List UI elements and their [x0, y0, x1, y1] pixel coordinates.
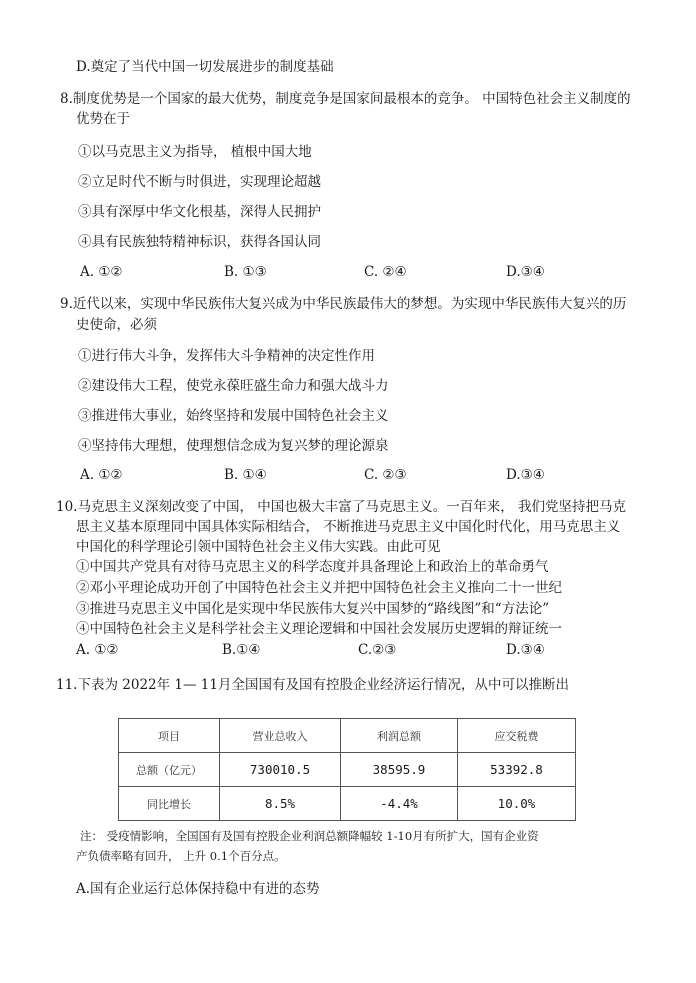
q10-option-d[interactable]: D.③④ [506, 642, 545, 658]
table-header-cell: 利润总额 [341, 719, 458, 753]
q10-stem-line1: 10.马克思主义深刻改变了中国， 中国也极大丰富了马克思主义。一百年来， 我们党坚持把马克 [56, 499, 627, 515]
q11-table-note [76, 826, 640, 866]
q10-item-4: ④中国特色社会主义是科学社会主义理论逻辑和中国社会发展历史逻辑的辩证统一 [76, 621, 562, 637]
q9-option-b[interactable]: B. ①④ [224, 467, 267, 483]
note-line1: 注： 受疫情影响，全国国有及国有控股企业利润总额降幅较 1-10月有所扩大，国有企业资 [80, 829, 539, 843]
q9-option-c[interactable]: C. ②③ [364, 467, 407, 483]
q11-data-table [118, 718, 576, 821]
note-line2: 产负债率略有回升， 上升 0.1个百分点。 [76, 849, 286, 863]
q8-item-2: ②立足时代不断与时俱进，实现理论超越 [78, 174, 321, 190]
q10-stem-line2: 思主义基本原理同中国具体实际相结合， 不断推进马克思主义中国化时代化，用马克思主义 [76, 519, 621, 535]
q9-stem-line2: 史使命，必须 [76, 317, 157, 333]
q10-item-1: ①中国共产党具有对待马克思主义的科学态度并具备理论上和政治上的革命勇气 [76, 559, 549, 575]
table-header-row [119, 719, 576, 753]
table-row [119, 787, 576, 821]
table-cell: 同比增长 [119, 787, 220, 821]
q9-item-2: ②建设伟大工程，使党永葆旺盛生命力和强大战斗力 [78, 378, 389, 394]
q10-item-2: ②邓小平理论成功开创了中国特色社会主义并把中国特色社会主义推向二十一世纪 [76, 580, 562, 596]
table-cell: 38595.9 [341, 753, 458, 787]
q10-stem-line3: 中国化的科学理论引领中国特色社会主义伟大实践。由此可见 [76, 539, 441, 555]
q9-item-3: ③推进伟大事业，始终坚持和发展中国特色社会主义 [78, 408, 389, 424]
q10-option-c[interactable]: C.②③ [358, 642, 397, 658]
table-cell: 10.0% [458, 787, 576, 821]
q10-option-a[interactable]: A. ①② [76, 642, 119, 658]
table-cell: 53392.8 [458, 753, 576, 787]
q9-item-1: ①进行伟大斗争，发挥伟大斗争精神的决定性作用 [78, 348, 375, 364]
table-cell: 8.5% [220, 787, 341, 821]
q10-option-b[interactable]: B.①④ [222, 642, 261, 658]
q9-option-d[interactable]: D.③④ [506, 467, 545, 483]
q8-option-d[interactable]: D.③④ [506, 264, 545, 280]
q7-option-d: D.奠定了当代中国一切发展进步的制度基础 [76, 59, 334, 75]
q9-item-4: ④坚持伟大理想，使理想信念成为复兴梦的理论源泉 [78, 438, 389, 454]
q8-option-c[interactable]: C. ②④ [364, 264, 407, 280]
table-cell: -4.4% [341, 787, 458, 821]
table-header-cell: 项目 [119, 719, 220, 753]
table-cell: 730010.5 [220, 753, 341, 787]
q9-stem-line1: 9.近代以来，实现中华民族伟大复兴成为中华民族最伟大的梦想。为实现中华民族伟大复兴的历 [60, 296, 627, 312]
table-header-cell: 应交税费 [458, 719, 576, 753]
table-row [119, 753, 576, 787]
q9-option-a[interactable]: A. ①② [80, 467, 123, 483]
q8-stem-line1: 8.制度优势是一个国家的最大优势，制度竞争是国家间最根本的竞争。 中国特色社会主义制度的 [60, 91, 631, 107]
q8-item-1: ①以马克思主义为指导， 植根中国大地 [78, 144, 312, 160]
q8-item-4: ④具有民族独特精神标识，获得各国认同 [78, 234, 321, 250]
q8-item-3: ③具有深厚中华文化根基，深得人民拥护 [78, 204, 321, 220]
q8-option-a[interactable]: A. ①② [80, 264, 123, 280]
q11-option-a[interactable]: A.国有企业运行总体保持稳中有进的态势 [76, 881, 320, 897]
q8-stem-line2: 优势在于 [76, 111, 130, 127]
table-cell: 总额（亿元） [119, 753, 220, 787]
q11-stem: 11.下表为 2022年 1— 11月全国国有及国有控股企业经济运行情况，从中可以推断出 [56, 677, 569, 693]
table-header-cell: 营业总收入 [220, 719, 341, 753]
q8-option-b[interactable]: B. ①③ [224, 264, 267, 280]
q10-item-3: ③推进马克思主义中国化是实现中华民族伟大复兴中国梦的“路线图”和“方法论” [76, 601, 550, 617]
